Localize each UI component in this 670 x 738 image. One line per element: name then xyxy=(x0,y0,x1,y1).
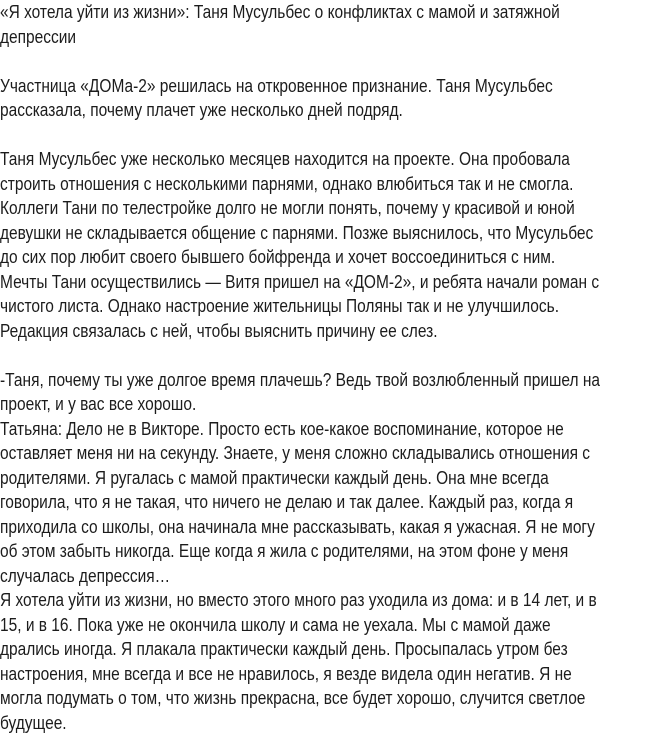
interview-line: -Таня, почему ты уже долгое время плачешь? Ведь твой возлюбленный пришел на xyxy=(0,369,600,390)
body-line: Редакция связалась с ней, чтобы выяснить причину ее слез. xyxy=(0,320,438,341)
interview-line: оставляет меня ни на секунду. Знаете, у меня сложно складывались отношения с xyxy=(0,443,591,463)
body-line: строить отношения с несколькими парнями, однако влюбиться так и не смогла. xyxy=(0,173,574,194)
article-interview xyxy=(0,368,670,736)
body-line: Мечты Тани осуществились — Витя пришел на «ДОМ-2», и ребята начали роман с xyxy=(0,271,600,292)
interview-line: родителями. Я ругалась с мамой практически каждый день. Она мне всегда xyxy=(0,467,549,488)
paragraph-gap xyxy=(0,343,670,368)
interview-line: говорила, что я не такая, что ничего не делаю и так далее. Каждый раз, когда я xyxy=(0,492,574,512)
interview-line: Татьяна: Дело не в Викторе. Просто есть кое-какое воспоминание, которое не xyxy=(0,418,564,439)
article-body xyxy=(0,147,670,343)
body-line: Таня Мусульбес уже несколько месяцев находится на проекте. Она пробовала xyxy=(0,149,570,169)
interview-line: дрались иногда. Я плакала практически каждый день. Просыпалась утром без xyxy=(0,639,568,659)
title-line: депрессии xyxy=(0,26,77,47)
body-line: чистого листа. Однако настроение жительницы Поляны так и не улучшилось. xyxy=(0,296,560,316)
article-title xyxy=(0,0,670,49)
interview-line: проект, и у вас все хорошо. xyxy=(0,394,197,414)
paragraph-gap xyxy=(0,49,670,74)
lead-line: рассказала, почему плачет уже несколько дней подряд. xyxy=(0,100,403,120)
lead-line: Участница «ДОМа-2» решилась на откровенное признание. Таня Мусульбес xyxy=(0,75,553,96)
body-line: до сих пор любит своего бывшего бойфренда и хочет воссоединиться с ним. xyxy=(0,247,556,267)
interview-line: приходила со школы, она начинала мне рассказывать, какая я ужасная. Я не могу xyxy=(0,516,595,537)
interview-line: случалась депрессия… xyxy=(0,565,171,586)
interview-line: будущее. xyxy=(0,712,67,733)
body-line: девушки не складывается общение с парнями. Позже выяснилось, что Мусульбес xyxy=(0,222,594,243)
title-line: «Я хотела уйти из жизни»: Таня Мусульбес о конфликтах с мамой и затяжной xyxy=(0,2,560,22)
interview-line: об этом забыть никогда. Еще когда я жила с родителями, на этом фоне у меня xyxy=(0,541,569,561)
interview-line: 15, и в 16. Пока уже не окончила школу и сама не уехала. Мы с мамой даже xyxy=(0,614,551,635)
interview-line: могла подумать о том, что жизнь прекрасна, все будет хорошо, случится светлое xyxy=(0,688,586,708)
body-line: Коллеги Тани по телестройке долго не могли понять, почему у красивой и юной xyxy=(0,198,575,218)
interview-line: настроения, мне всегда и все не нравилось, я везде видела один негатив. Я не xyxy=(0,663,572,684)
interview-line: Я хотела уйти из жизни, но вместо этого много раз уходила из дома: и в 14 лет, и в xyxy=(0,590,597,610)
paragraph-gap xyxy=(0,123,670,148)
article-lead xyxy=(0,74,670,123)
